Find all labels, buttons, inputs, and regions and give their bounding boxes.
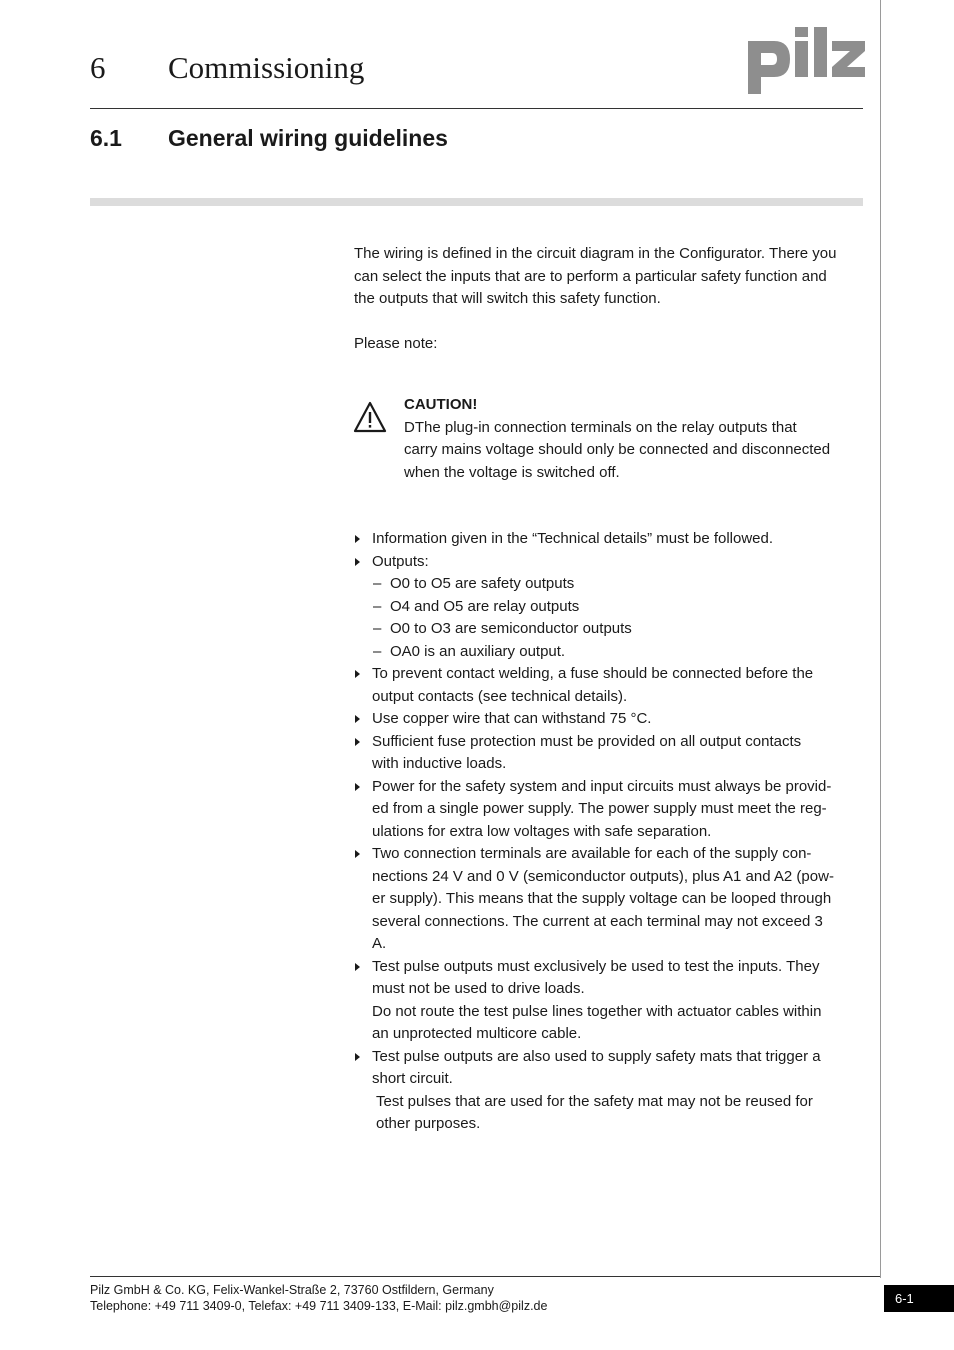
warning-triangle-icon [353,401,387,433]
dash-marker: – [373,620,382,637]
list-item-line: nections 24 V and 0 V (semiconductor outputs), plus A1 and A2 (pow- [372,867,834,885]
bullet-arrow-icon [355,715,360,723]
list-item-line: short circuit. [372,1070,453,1087]
list-item [354,956,866,1046]
list-item-line: A. [372,935,387,952]
list-item-line: Sufficient fuse protection must be provided on all output contacts [372,732,802,750]
list-item [354,731,866,776]
intro-line: The wiring is defined in the circuit diagram in the Configurator. There you [354,245,837,262]
caution-line: when the voltage is switched off. [404,463,620,481]
bullet-arrow-icon [355,963,360,971]
footer [90,1282,547,1314]
list-item-line: Outputs: [372,552,429,570]
list-item-line: ed from a single power supply. The power supply must meet the reg- [372,800,827,817]
list-item-line: other purposes. [376,1115,481,1132]
list-item [354,663,866,708]
list-item [354,843,866,956]
list-item-line: Power for the safety system and input circuits must always be provid- [372,777,832,795]
bullet-arrow-icon [355,783,360,791]
chapter-number: 6 [90,50,106,85]
sub-list-item-text: O0 to O5 are safety outputs [390,575,575,592]
sub-list-item [354,573,866,596]
page-number: 6-1 [884,1285,954,1312]
section-number: 6.1 [90,125,122,151]
list-item-line: output contacts (see technical details). [372,687,628,705]
list-item-line: Do not route the test pulse lines together with actuator cables within [372,1002,822,1020]
list-item-line: Two connection terminals are available for each of the supply con- [372,845,812,862]
caution-block [404,394,864,484]
list-item-line: Test pulse outputs must exclusively be used to test the inputs. They [372,957,820,975]
section-divider-band [90,198,863,206]
list-item [354,551,866,574]
caution-heading: CAUTION! [404,396,478,413]
intro-paragraph [354,243,866,311]
list-item-line: Use copper wire that can withstand 75 °C. [372,710,652,727]
bullet-arrow-icon [355,850,360,858]
sub-list-item-text: O4 and O5 are relay outputs [390,597,580,615]
list-item [354,708,866,731]
header-rule [90,108,863,109]
list-item [354,1046,866,1136]
sub-list-item [354,641,866,664]
list-item [354,528,866,551]
list-item-line: To prevent contact welding, a fuse should be connected before the [372,665,814,682]
list-item-line: ulations for extra low voltages with safe separation. [372,822,712,840]
intro-line: can select the inputs that are to perform a particular safety function and [354,267,827,285]
section-title: General wiring guidelines [168,125,448,151]
list-item-line: must not be used to drive loads. [372,980,585,997]
bullet-arrow-icon [355,670,360,678]
list-item-line: several connections. The current at each terminal may not exceed 3 [372,912,823,930]
caution-line: carry mains voltage should only be connected and disconnected [404,441,831,458]
caution-line: DThe plug-in connection terminals on the relay outputs that [404,418,797,436]
list-item-line: an unprotected multicore cable. [372,1025,582,1042]
please-note: Please note: [354,335,438,352]
pilz-logo [748,26,866,96]
list-item-line: Information given in the “Technical details” must be followed. [372,530,774,547]
list-item-line: er supply). This means that the supply voltage can be looped through [372,890,832,907]
dash-marker: – [373,575,382,592]
sub-list-item-text: O0 to O3 are semiconductor outputs [390,620,632,637]
sub-list-item [354,618,866,641]
dash-marker: – [373,642,382,660]
footer-rule [90,1276,880,1277]
list-item-line: Test pulses that are used for the safety mat may not be reused for [376,1092,813,1110]
bullet-arrow-icon [355,558,360,566]
bullet-arrow-icon [355,1053,360,1061]
list-item [354,776,866,844]
footer-address: Pilz GmbH & Co. KG, Felix-Wankel-Straße 2, 73760 Ostfildern, Germany [90,1283,494,1297]
chapter-title: Commissioning [168,50,365,85]
intro-line: the outputs that will switch this safety function. [354,290,661,307]
bullet-arrow-icon [355,738,360,746]
bullet-arrow-icon [355,535,360,543]
list-item-line: with inductive loads. [372,755,507,772]
footer-contact: Telephone: +49 711 3409-0, Telefax: +49 711 3409-133, E-Mail: pilz.gmbh@pilz.de [90,1299,548,1313]
sub-list-item [354,596,866,619]
list-item-line: Test pulse outputs are also used to supply safety mats that trigger a [372,1047,821,1065]
sub-list-item-text: OA0 is an auxiliary output. [390,642,566,660]
right-margin-rule [880,0,881,1278]
guidelines-list [354,528,866,1136]
dash-marker: – [373,597,382,615]
